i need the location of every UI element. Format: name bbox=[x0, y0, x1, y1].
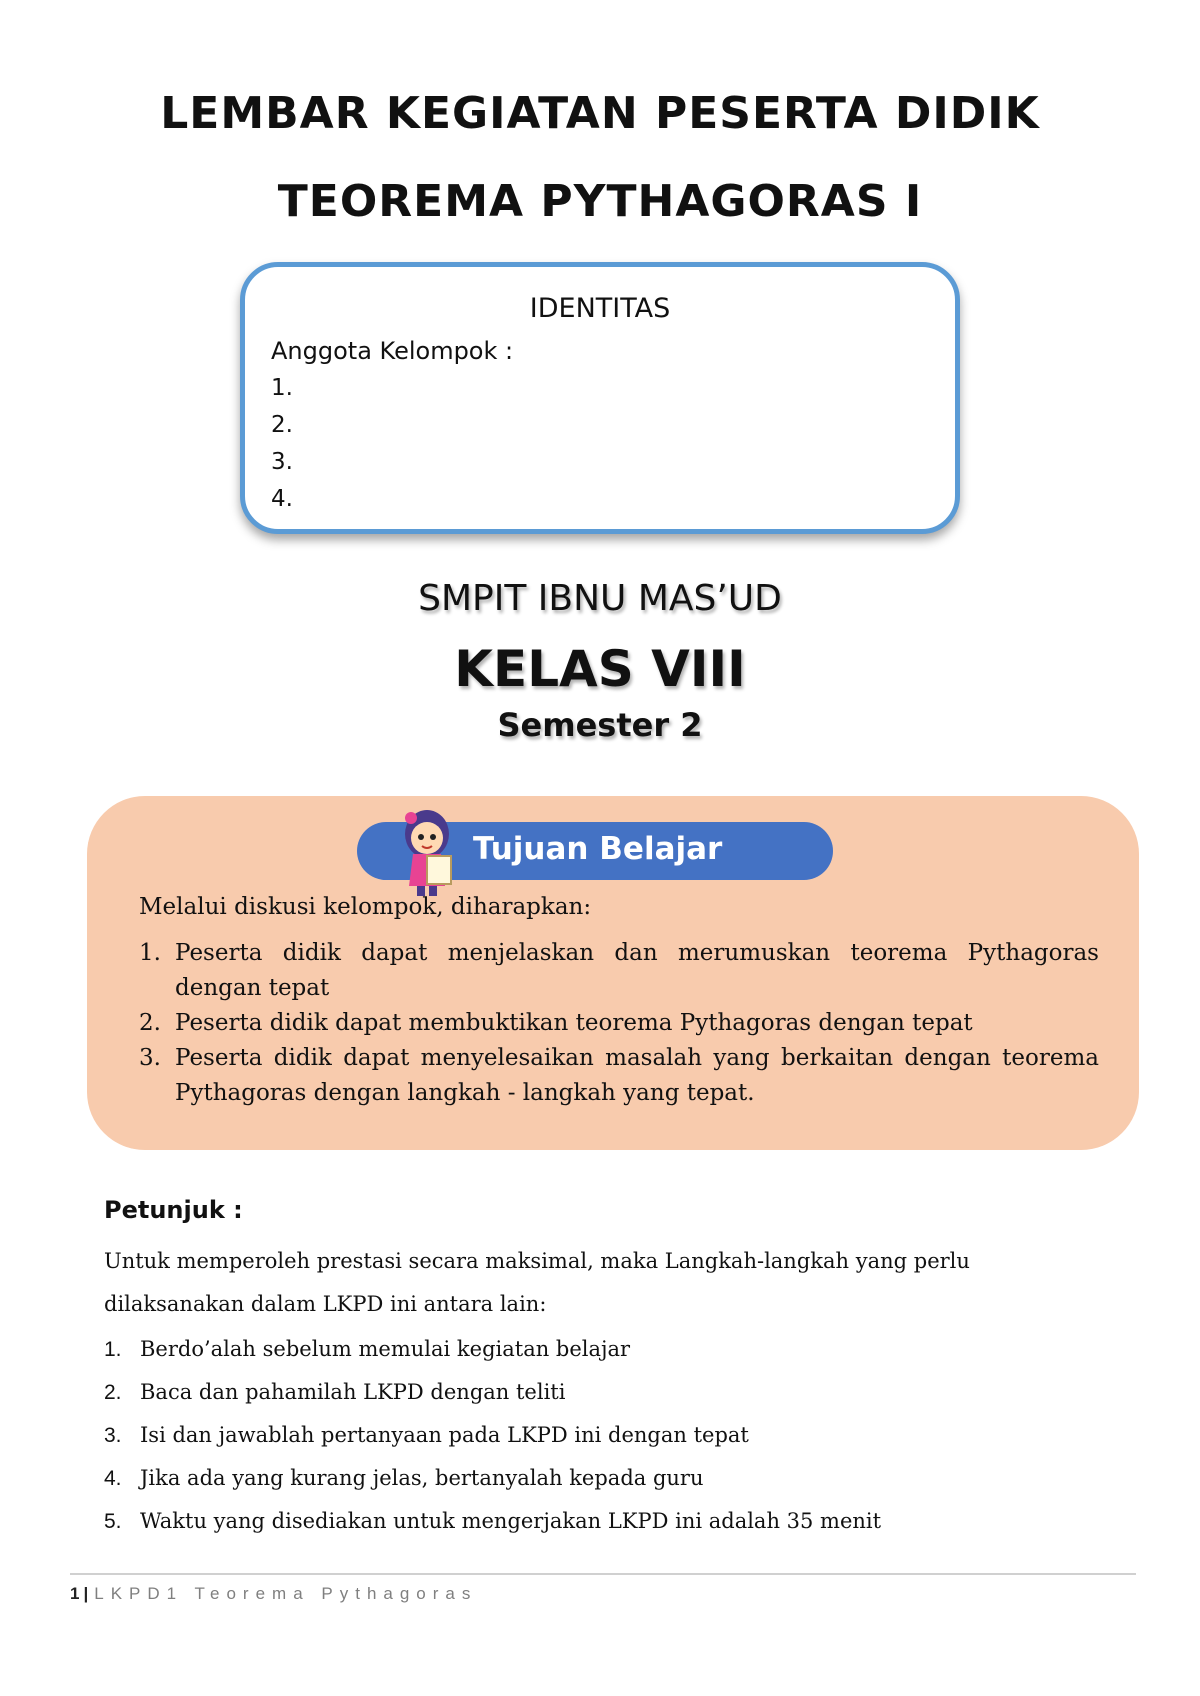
student-mascot-icon bbox=[387, 804, 467, 900]
petunjuk-item bbox=[104, 1500, 881, 1543]
tujuan-item-text: Peserta didik dapat menjelaskan dan merumuskan teorema Pythagoras dengan tepat bbox=[175, 940, 1099, 1001]
semester-label: Semester 2 bbox=[497, 706, 703, 744]
petunjuk-item-text: Waktu yang disediakan untuk mengerjakan LKPD ini adalah 35 menit bbox=[140, 1509, 882, 1533]
tujuan-header-pill bbox=[357, 822, 833, 880]
tujuan-item bbox=[139, 936, 1099, 1006]
footer-text: LKPD1 Teorema Pythagoras bbox=[94, 1584, 478, 1603]
tujuan-item-text: Peserta didik dapat menyelesaikan masalah yang berkaitan dengan teorema Pythagoras dengan langkah - langkah yang tepat. bbox=[175, 1045, 1099, 1106]
petunjuk-item bbox=[104, 1371, 881, 1414]
tujuan-intro: Melalui diskusi kelompok, diharapkan: bbox=[139, 894, 592, 920]
petunjuk-item-number: 1. bbox=[104, 1338, 122, 1361]
petunjuk-intro: Untuk memperoleh prestasi secara maksimal, maka Langkah-langkah yang perlu dilaksanakan dalam LKPD ini antara lain: bbox=[104, 1249, 970, 1316]
petunjuk-item-number: 2. bbox=[104, 1381, 122, 1404]
tujuan-item bbox=[139, 1006, 1099, 1041]
class-label: KELAS VIII bbox=[454, 640, 746, 698]
tujuan-item-number: 3. bbox=[139, 1045, 161, 1071]
tujuan-list bbox=[139, 936, 1099, 1111]
anggota-item: 3. bbox=[271, 449, 293, 475]
petunjuk-item-number: 3. bbox=[104, 1424, 122, 1447]
petunjuk-item-text: Baca dan pahamilah LKPD dengan teliti bbox=[140, 1380, 566, 1404]
petunjuk-item-number: 5. bbox=[104, 1510, 122, 1533]
anggota-item: 1. bbox=[271, 375, 293, 401]
petunjuk-list bbox=[104, 1328, 881, 1543]
identitas-box bbox=[240, 262, 960, 534]
petunjuk-item-number: 4. bbox=[104, 1467, 122, 1490]
tujuan-heading: Tujuan Belajar bbox=[473, 831, 723, 867]
anggota-item: 2. bbox=[271, 412, 293, 438]
petunjuk-item-text: Berdo’alah sebelum memulai kegiatan belajar bbox=[140, 1337, 631, 1361]
tujuan-item bbox=[139, 1041, 1099, 1111]
petunjuk-item bbox=[104, 1328, 881, 1371]
anggota-kelompok-label: Anggota Kelompok : bbox=[271, 337, 514, 365]
anggota-item: 4. bbox=[271, 486, 293, 512]
anggota-list bbox=[271, 375, 293, 523]
tujuan-item-text: Peserta didik dapat membuktikan teorema Pythagoras dengan tepat bbox=[175, 1010, 973, 1036]
petunjuk-item-text: Isi dan jawablah pertanyaan pada LKPD ini dengan tepat bbox=[140, 1423, 749, 1447]
petunjuk-heading: Petunjuk : bbox=[104, 1196, 243, 1224]
page-number: 1 bbox=[70, 1584, 80, 1603]
tujuan-item-number: 2. bbox=[139, 1010, 161, 1036]
page-footer bbox=[70, 1584, 477, 1604]
footer-separator: | bbox=[83, 1584, 89, 1603]
petunjuk-item bbox=[104, 1414, 881, 1457]
petunjuk-item-text: Jika ada yang kurang jelas, bertanyalah kepada guru bbox=[140, 1466, 704, 1490]
title-line-1: LEMBAR KEGIATAN PESERTA DIDIK bbox=[160, 88, 1040, 139]
school-name: SMPIT IBNU MAS’UD bbox=[418, 578, 782, 619]
tujuan-item-number: 1. bbox=[139, 940, 161, 966]
tujuan-box bbox=[87, 796, 1139, 1150]
petunjuk-item bbox=[104, 1457, 881, 1500]
footer-divider bbox=[70, 1573, 1136, 1575]
identitas-title: IDENTITAS bbox=[529, 293, 671, 324]
title-line-2: TEOREMA PYTHAGORAS I bbox=[277, 176, 923, 227]
